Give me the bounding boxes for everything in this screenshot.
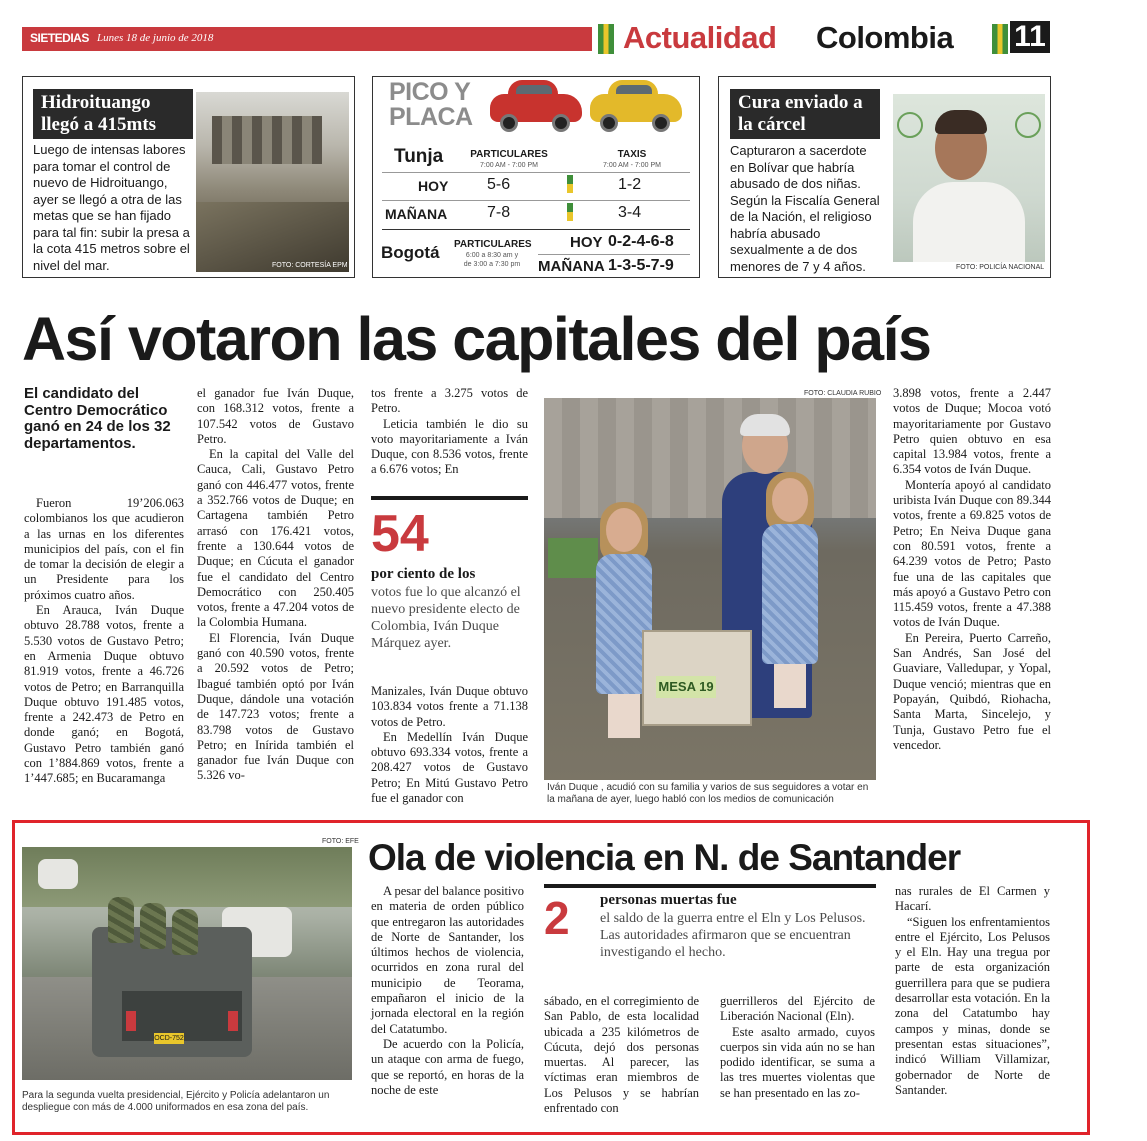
highlight-rule xyxy=(544,884,876,888)
paragraph: El Florencia, Iván Duque ganó con 40.590 votos, frente a 20.592 votos de Petro; Ibagué también optó por Iván Duque, dándole una votación de 147.723 votos; frente a 83.798 votos de Gustavo Petro; en Inírida también el ganador fue Iván Duque con 5.326 vo- xyxy=(197,630,354,783)
highlight-number: 2 xyxy=(544,892,570,944)
taxi-icon xyxy=(590,80,682,132)
row-label: HOY xyxy=(570,234,603,251)
cura-text: Capturaron a sacerdote en Bolívar que habría abusado de dos niñas. Según la Fiscalía General de la Nación, el religioso habría abusado sexualmente a de dos menores de 7 y 4 años. xyxy=(730,143,880,274)
paragraph: Este asalto armado, cuyos cuerpos sin vida aún no se han podido identificar, se suma a las tres muertes violentas que se han presentado en las zo- xyxy=(720,1024,875,1100)
hidroituango-title: Hidroituango llegó a 415mts xyxy=(33,89,193,139)
story-column-1 xyxy=(24,496,184,787)
soldier-figure xyxy=(172,909,198,955)
divider xyxy=(382,229,690,230)
highlight-text: votos fue lo que alcanzó el nuevo presidente electo de Colombia, Iván Duque Márquez ayer. xyxy=(371,585,521,651)
paragraph: tos frente a 3.275 votos de Petro. xyxy=(371,386,528,416)
plate-digits: 1-2 xyxy=(618,176,642,193)
story-column-4 xyxy=(893,386,1051,753)
highlight-lead: por ciento de los xyxy=(371,566,476,582)
highlight-text: el saldo de la guerra entre el Eln y Los Pelusos. Las autoridades afirmaron que se encuentran investigando el hecho. xyxy=(600,911,866,960)
plate-digits: 3-4 xyxy=(618,204,642,221)
row-label: HOY xyxy=(418,178,449,194)
soldier-figure xyxy=(108,897,134,943)
violence-column-3 xyxy=(720,994,875,1101)
paragraph: En Arauca, Iván Duque obtuvo 28.788 votos, frente a 5.530 votos de Gustavo Petro; en Armenia Duque obtuvo 81.919 votos, frente a 46.726 votos de Petro; en Barranquilla Duque obtuvo 191.485 votos, frente a 242.473 de Petro en donde ganó; en Bogotá, Gustavo Petro también ganó con 1’884.869 votos, frente a 1’447.685; en Bucaramanga xyxy=(24,603,184,786)
story-column-2 xyxy=(197,386,354,784)
hours-text: 7:00 AM - 7:00 PM xyxy=(603,162,661,169)
photo-credit: FOTO: POLICÍA NACIONAL xyxy=(956,264,1045,271)
cura-title: Cura enviado a la cárcel xyxy=(730,89,880,139)
paragraph: 3.898 votos, frente a 2.447 votos de Duque; Mocoa votó mayoritariamente por Gustavo Petro quien obtuvo en esa capital 13.984 votos, frente a 6.354 votos de Iván Duque. xyxy=(893,386,1051,477)
section-title: Actualidad xyxy=(623,20,777,55)
column-header: PARTICULARES xyxy=(470,149,548,160)
photo-credit: FOTO: EFE xyxy=(322,838,359,845)
divider xyxy=(382,172,690,173)
violence-headline: Ola de violencia en N. de Santander xyxy=(368,837,961,878)
ballot-box xyxy=(642,630,752,726)
divider xyxy=(382,200,690,201)
paragraph: guerrilleros del Ejército de Liberación Nacional (Eln). xyxy=(720,994,875,1024)
girl-figure xyxy=(760,478,820,708)
pico-y-placa-title xyxy=(389,80,473,130)
hidroituango-photo xyxy=(196,92,349,272)
photo-credit: FOTO: CORTESÍA EPM xyxy=(272,262,348,269)
violence-column-1 xyxy=(371,884,524,1098)
city-tunja: Tunja xyxy=(394,146,444,167)
paragraph: A pesar del balance positivo en materia de orden público que entregaron las autoridades de Norte de Santander, los últimos hechos de violencia, ocurridos en zona rural del municipio de Teorama, empañaron el inicio de la jornada electoral en la región del Catatumbo. xyxy=(371,884,524,1036)
plate-digits: 1-3-5-7-9 xyxy=(608,257,674,274)
seal-icon xyxy=(897,112,923,138)
plate-digits: 7-8 xyxy=(487,204,511,221)
flag-mark-icon xyxy=(567,203,573,221)
row-label: MAÑANA xyxy=(385,206,448,222)
pico-y-placa-title-line: PICO Y xyxy=(389,78,471,106)
paragraph: Montería apoyó al candidato uribista Iván Duque con 89.344 votos, frente a 69.825 votos de Petro; En Neiva Duque gana con 80.591 votos, frente a 64.239 votos de Petro; Pasto fue una de las capitales que más apoyó a Gustavo Petro con 115.459 votos, frente a 47.388 votos de Iván Duque. xyxy=(893,477,1051,630)
subsection-title: Colombia xyxy=(816,20,954,55)
main-headline: Así votaron las capitales del país xyxy=(22,305,931,373)
column-header: TAXIS xyxy=(617,149,647,160)
violence-column-4 xyxy=(895,884,1050,1098)
voting-photo xyxy=(544,398,876,780)
paragraph: En la capital del Valle del Cauca, Cali, Gustavo Petro ganó con 446.477 votos, frente a 352.766 votos de Duque; en Cartagena también Petro arrasó con 176.421 votos, frente a 130.644 votos de Duque; en Cúcuta el ganador fue el candidato del Centro Democrático con 250.405 votos, frente a 47.204 votos de la Colombia Humana. xyxy=(197,447,354,630)
divider xyxy=(538,254,690,255)
paragraph: Fueron 19’206.063 colombianos los que acudieron a las urnas en los diferentes municipios del país, con el fin de tomar la decisión de elegir a un Presidente para los próximos cuatro años. xyxy=(24,496,184,602)
photo-background-wall xyxy=(544,398,876,518)
row-label: MAÑANA xyxy=(538,258,605,275)
dam-wall xyxy=(212,116,322,164)
flag-mark-icon xyxy=(567,175,573,193)
violence-column-2 xyxy=(544,994,699,1116)
plate-digits: 0-2-4-6-8 xyxy=(608,233,674,250)
soldier-figure xyxy=(140,903,166,949)
story-column-3-top xyxy=(371,386,528,478)
priest-figure xyxy=(913,182,1025,262)
paragraph: nas rurales de El Carmen y Hacarí. xyxy=(895,884,1050,914)
parked-car xyxy=(38,859,78,889)
paragraph: En Pereira, Puerto Carreño, San Andrés, San José del Guaviare, Valledupar, y Yopal, Duque venció; mientras que en Popayán, Quibdó, Riohacha, Santa Marta, Sincelejo, y Tunja, Gustavo Petro fue el vencedor. xyxy=(893,630,1051,752)
paragraph: Manizales, Iván Duque obtuvo 103.834 votos frente a 71.138 votos de Petro. xyxy=(371,684,528,729)
city-bogota: Bogotá xyxy=(381,243,440,262)
hours-text: de 3:00 a 7:30 pm xyxy=(463,261,521,268)
priest-hair xyxy=(935,110,987,134)
red-car-icon xyxy=(490,80,582,132)
highlight-number: 54 xyxy=(371,505,429,563)
hours-text: 6:00 a 8:30 am y xyxy=(465,252,519,259)
paragraph: el ganador fue Iván Duque, con 168.312 votos, frente a 107.542 votos de Gustavo Petro. xyxy=(197,386,354,446)
paragraph: En Medellín Iván Duque obtuvo 693.334 votos, frente a 208.427 votos de Gustavo Petro; En Mitú Gustavo Petro fue el ganador con xyxy=(371,729,528,806)
paragraph: “Siguen los enfrentamientos entre el Ejército, Los Pelusos y el Eln. Hay una tregua por parte de esta organización guerrillera para que se pudiera desarrollar esta votación. En la zona del Catatumbo hay campos y minas, donde se presentan estas situaciones”, indicó William Villamizar, gobernador de Norte de Santander. xyxy=(895,914,1050,1097)
ballot-box-label: MESA 19 xyxy=(656,676,716,698)
photo-caption: Para la segunda vuelta presidencial, Ejército y Policía adelantaron un despliegue con más de 4.000 uniformados en esa zona del país. xyxy=(22,1090,330,1113)
story-column-3-bottom xyxy=(371,684,528,806)
flag-icon xyxy=(548,538,598,578)
column-header: PARTICULARES xyxy=(454,239,532,250)
brand-logo: SIETEDIAS xyxy=(30,31,89,45)
paragraph: De acuerdo con la Policía, un ataque con arma de fuego, que se reportó, en horas de la noche de este xyxy=(371,1036,524,1097)
license-plate: OCD-752 xyxy=(154,1035,184,1042)
hours-text: 7:00 AM - 7:00 PM xyxy=(480,162,538,169)
highlight-lead: personas muertas fue xyxy=(600,892,737,908)
issue-date: Lunes 18 de junio de 2018 xyxy=(97,32,214,44)
priest-photo xyxy=(893,94,1045,262)
seal-icon xyxy=(1015,112,1041,138)
paragraph: Leticia también le dio su voto mayoritariamente a Iván Duque, con 8.536 votos, frente a 6.676 votos; En xyxy=(371,416,528,477)
hidroituango-text: Luego de intensas labores para tomar el control de nuevo de Hidroituango, ayer se llegó a otra de las metas que se han fijado para tal fin: subir la presa a la cota 415 metros sobre el nivel del mar. xyxy=(33,142,190,273)
photo-caption: Iván Duque , acudió con su familia y varios de sus seguidores a votar en la mañana de ayer, luego habló con los medios de comunicación xyxy=(547,782,869,805)
paragraph: sábado, en el corregimiento de San Pablo, de esta localidad ubicada a 235 kilómetros de Cúcuta, dejó dos personas muertas. Al parecer, las víctimas eran miembros de Los Pelusos y se habrían enfrentado con xyxy=(544,994,699,1116)
pico-y-placa-title-line: PLACA xyxy=(389,103,473,131)
photo-credit: FOTO: CLAUDIA RUBIO xyxy=(804,390,882,397)
page-number: 11 xyxy=(1010,21,1050,53)
story-lead: El candidato del Centro Democrático ganó en 24 de los 32 departamentos. xyxy=(24,385,171,452)
flag-mark-icon xyxy=(598,24,614,54)
flag-mark-icon xyxy=(992,24,1008,54)
highlight-rule xyxy=(371,496,528,500)
army-photo xyxy=(22,847,352,1080)
plate-digits: 5-6 xyxy=(487,176,511,193)
